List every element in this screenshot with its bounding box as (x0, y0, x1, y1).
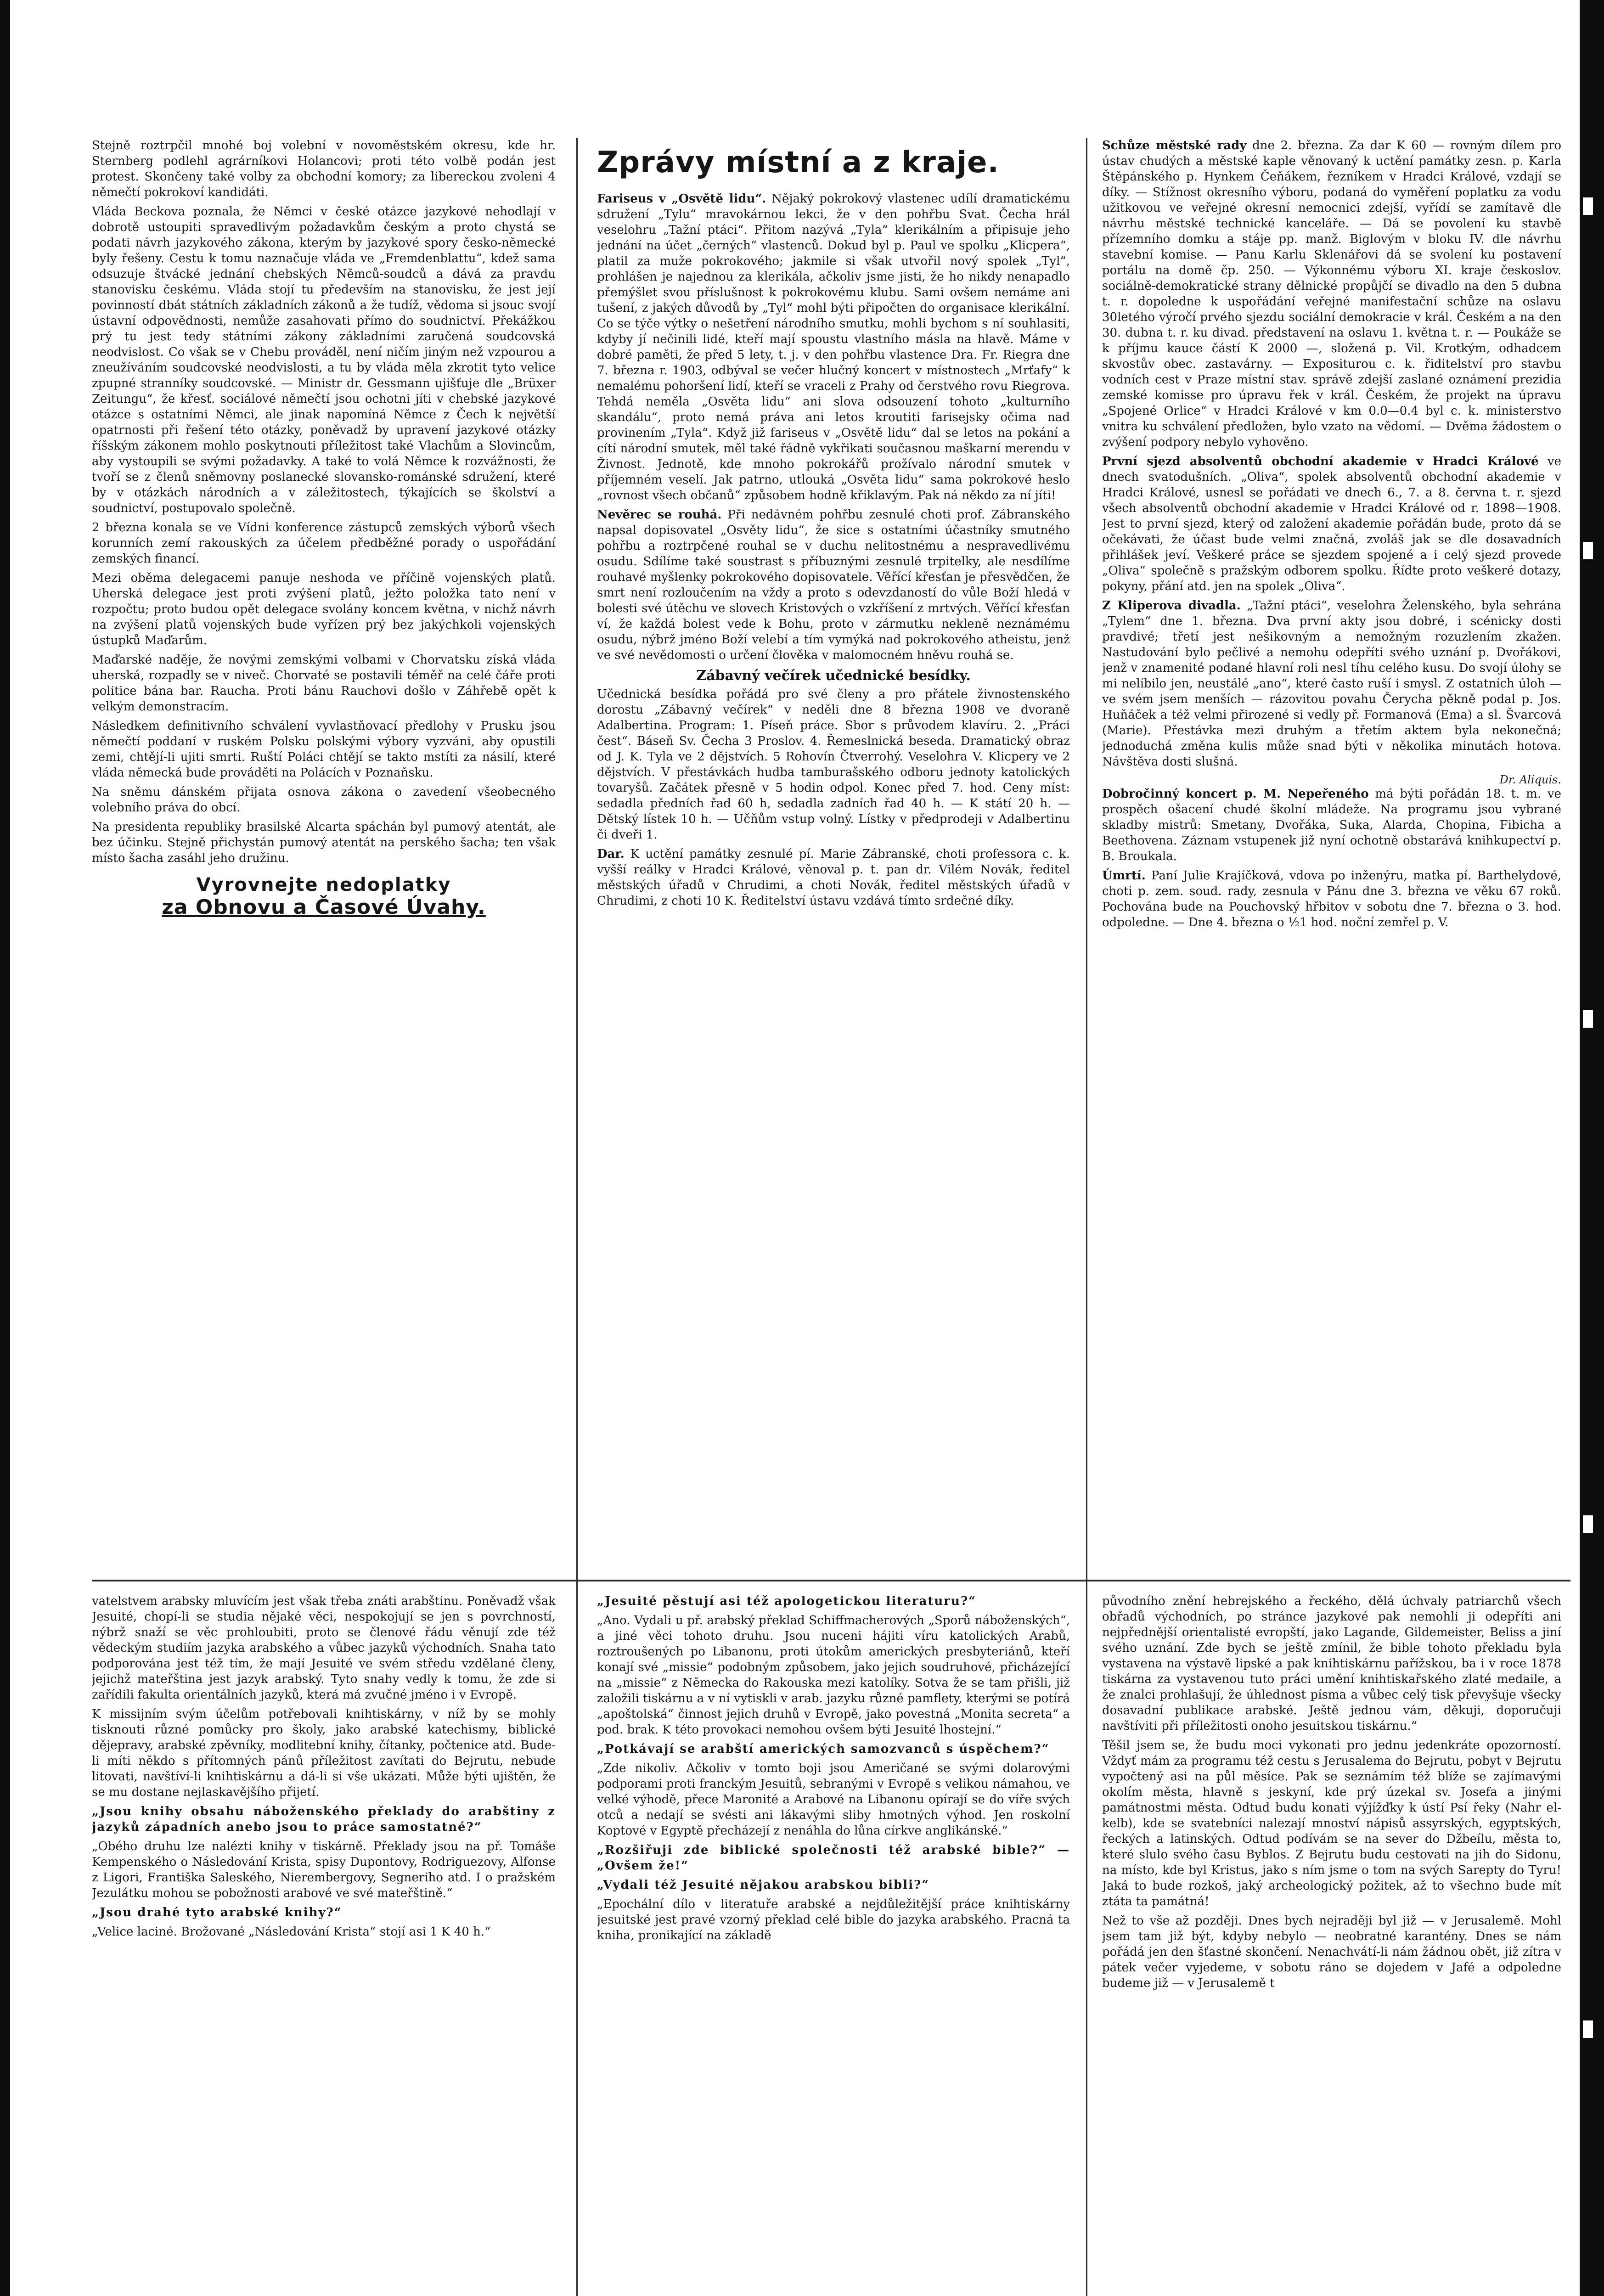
news-item (597, 846, 1070, 909)
feuilleton-paragraph: původního znění hebrejského a řeckého, dělá úchvaly patriarchů všech obřadů východních, po stránce jazykové pak nemohli ji odepříti ani nejpřednější orientalisté evropští, jako Lagande, Gildemeister, Beliss a jiní svého uznání. Zde bych se ještě zmínil, že bible tohoto překladu byla vystavena na výstavě lipské a pak knihtiskárnu pařížskou, ba i v roce 1878 tiskárna za vystavenou tuto práci umění knihtiskařského zlaté medaile, a že znalci prohlašují, že úhlednost písma a vůbec celý tisk převyšuje všecky dosavadní publikace arabské. Ještě jednou vám, děkuji, doporučuji navštíviti při příležitosti onoho jesuitskou tiskárnu.“ (1102, 1594, 1561, 1733)
politics-paragraph: Vláda Beckova poznala, že Němci v české otázce jazykové nehodlají v dobrotě ustoupiti spravedlivým požadavkům českým a proto chystá se podati návrh jazykového zákona, kterým by jazykové spory česko-německé byly řešeny. Cestu k tomu naznačuje vláda ve „Fremdenblattu“, kdež sama odsuzuje štvácké jednání chebských Němců-soudců a dává za pravdu stanovisku českému. Vláda stojí tu především na stanovisku, že jest její povinností dbát státních základních zákonů a že tudíž, vědoma si jsouc svojí ústavní odpovědnosti, nemůže zasahovati přímo do soudnictví. Překážkou prý tu jest tedy státními zákony základními zaručená soudcovská neodvislost. Co však se v Chebu prováděl, není ničím jiným než vzpourou a zneužíváním soudcovské neodvislosti, a tu by vláda měla zkrotit tyto velice zpupné stranníky soudcovské. — Ministr dr. Gessmann ujišťuje dle „Brüxer Zeitungu“, že křesť. sociálové němečtí jsou ochotni jíti v chebské jazykové otázce s ostatními Němci, ale jinak napomíná Němce z Čech k největší opatrnosti při řešení této otázky, poněvadž by upravení jazykové otázky říšským zákonem mohlo poskytnouti příležitost také Vlachům a Slovincům, aby vystoupili se svými požadavky. A také to volá Němce k rozvážnosti, že tvoří se z členů sněmovny poslanecké slovansko-románské sdružení, které by v otázkách národních a v záležitostech, týkajících se školství a soudnictví, postupovalo společně. (92, 205, 556, 515)
feuilleton-paragraph: „Jesuité pěstují asi též apologetickou literaturu?“ (597, 1594, 977, 1608)
news-heading: Schůze městské rady (1102, 139, 1247, 152)
feuilleton-paragraph: „Ano. Vydali u př. arabský překlad Schiffmacherových „Sporů náboženských“, a jiné věci tohoto druhu. Jsou nuceni hájiti víru katolických Arabů, roztroušených po Libanonu, proti útokům amerických presbyteriánů, kteří konají své „missie“ podobným způsobem, jako jejich soudruhové, přicházející na „missie“ z Německa do Rakouska mezi katolíky. Sotva že se tam přišli, již založili tiskárnu a v ní vytiskli v arab. jazyku různé pamflety, kterými se potírá „apoštolská“ činnost jejich druhů v Evropě, jako povestná „Monita secreta“ a pod. brak. K této provokaci nemohou ovšem býti Jesuité lhostejní.“ (597, 1614, 1070, 1737)
punch-hole (1583, 1515, 1593, 1533)
news-heading: Fariseus v „Osvětě lidu“. (597, 192, 766, 206)
punch-hole (1583, 2020, 1593, 2038)
feuilleton-paragraph: „Epochální dílo v literatuře arabské a nejdůležitější práce knihtiskárny jesuitské jest pravé vzorný překlad celé bible do jazyka arabského. Pracná ta kniha, pronikající na základě (597, 1897, 1070, 1942)
news-item (1102, 786, 1561, 864)
ad-line-2: za Obnovu a Časové Úvahy. (162, 895, 486, 919)
news-text: Při nedávném pohřbu zesnulé choti prof. Zábranského napsal dopisovatel „Osvěty lidu“, že sice s ostatními účastníky smutného pohřbu a roztrpčené rouhal se v duchu nelitostnému a nespravedlivému osudu. Sdílíme také soustrast s příbuznými zesnulé trpitelky, ale nesdílíme rouhavé myšlenky pokrokového dopisovatele. Věřící křesťan je přesvědčen, že smrt není rozloučením na vždy a proto s odevzdaností do vůle Boží hledá v bolesti své útěchu ve slovech Kristových o vzkříšení z mrtvých. Věřící křesťan ví, že každá bolest vede k Bohu, proto v zármutku nekleně neznámému osudu, nýbrž jméno Boží velebí a tím vymýká nad pokrokového atheistu, jenž ve své nevědomosti o určení člověka v malomocném hněvu rouhá se. (597, 508, 1070, 662)
feuilleton-paragraph: „Potkávají se arabští amerických samozvanců s úspěchem?“ (597, 1742, 1050, 1756)
politics-paragraph: Následkem definitivního schválení vyvlastňovací předlohy v Prusku jsou němečtí poddaní v ruském Polsku polskými výbory vyzváni, aby opustili zemi, chtějí-li ujiti smrti. Ruští Poláci chtějí se takto mstíti za násilí, které vláda německá bude prováděti na Polácích v Poznaňsku. (92, 719, 556, 780)
feuilleton-paragraph: „Vydali též Jesuité nějakou arabskou bibli?“ (597, 1878, 930, 1892)
politics-paragraph: Na sněmu dánském přijata osnova zákona o zavedení všeobecného volebního práva do obcí. (92, 785, 556, 815)
news-heading: Úmrtí. (1102, 869, 1146, 883)
news-text: dne 2. března. Za dar K 60 — rovným dílem pro ústav chudých a městské kaple věnovaný k uctění památky zesn. p. Karla Štěpánského p. Hynkem Čeňákem, řezníkem v Hradci Králové, vzdají se díky. — Stížnost okresního výboru, podaná do vyměření poplatku za vodu užitkovou ve veřejné okresní nemocnici zdejší, vyřídí se zamítavě dle návrhu městské technické kanceláře. — Dá se povolení ku stavbě přízemního domku a stáje pp. manž. Biglovým v bloku IV. dle návrhu stavební komise. — Panu Karlu Sklenářovi dá se svolení ku postavení portálu na domě čp. 250. — Výkonnému výboru XI. kraje českoslov. sociálně-demokratické strany dělnické propůjčí se divadlo na den 5 dubna t. r. dopoledne k uspořádání veřejné manifestační schůze na oslavu 30letého výročí prvého sjezdu sociální demokracie v král. Českém a na den 30. dubna t. r. ku divad. představení na oslavu 1. května t. r. — Poukáže se k příjmu kauce částí K 2000 —, složená p. Vil. Krotkým, odhadcem skvostův obec. zastavárny. — Expositurou c. k. řiditelství pro stavbu vodních cest v Praze místní stav. správě zdejší zaslané oznámení prezidia zemské komisse pro úpravu řek v král. Českém, že projekt na úpravu „Spojené Orlice“ v Hradci Králové v km 0.0—0.4 byl c. k. ministerstvo vnitra ku schválení předložen, bylo vzato na vědomí. — Dvěma žádostem o zvýšení podpory nebylo vyhověno. (1102, 139, 1561, 449)
newspaper-page (92, 138, 1570, 2296)
news-item (1102, 868, 1561, 930)
politics-paragraph: Na presidenta republiky brasilské Alcarta spáchán byl pumový atentát, ale bez účinku. Stejně přichystán pumový atentát na perského šacha; ten však místo šacha zasáhl jeho družinu. (92, 820, 556, 865)
news-text: K uctění památky zesnulé pí. Marie Zábranské, choti professora c. k. vyšší reálky v Hradci Králové, věnoval p. t. pan dr. Vilém Novák, ředitel městských úřadů v Chrudimi, a choti Novák, ředitel městských úřadů v Chrudimi, z choti 10 K. Ředitelství ústavu vzdává tímto srdečné díky. (597, 847, 1070, 908)
feuilleton-paragraph: „Jsou knihy obsahu náboženského překlady do arabštiny z jazyků západních anebo jsou to práce samostatné?“ (92, 1805, 556, 1834)
section-title: Zprávy místní a z kraje. (597, 146, 999, 180)
feuilleton-paragraph: „Rozšiřuji zde biblické společnosti též arabské bible?“ — „Ovšem že!“ (597, 1843, 1070, 1873)
news-item (1102, 598, 1561, 770)
news-heading: První sjezd absolventů obchodní akademie v Hradci Králové (1102, 455, 1539, 468)
signature: Dr. Aliquis. (1499, 773, 1561, 786)
politics-paragraph: Maďarské naděje, že novými zemskými volbami v Chorvatsku získá vláda uherská, rozpadly se v niveč. Chorvaté se postavili téměř na celé čáře proti politice bána bar. Raucha. Proti bánu Rauchovi došlo v Záhřebě opět k velkým demonstracím. (92, 653, 556, 714)
feuilleton-middle (597, 1593, 1070, 2296)
news-heading: Dobročinný koncert p. M. Nepeřeného (1102, 787, 1369, 801)
feuilleton-paragraph: Než to vše až později. Dnes bych nejraději byl již — v Jerusalemě. Mohl jsem tam již být, kdyby nebylo — neobratné karantény. Dnes se nám pořádá jen den šťastné skončení. Nenachvátí-li nám žádnou obět, již zítra v pátek večer vyjedeme, v sobotu ráno se dojedem v Jafé a odpoledne budeme již — v Jerusalemě t (1102, 1914, 1561, 1990)
scan-left-border (0, 0, 10, 2296)
local-news-column (597, 138, 1070, 1570)
punch-hole (1583, 197, 1593, 215)
news-item (597, 507, 1070, 663)
subscription-ad (92, 874, 556, 919)
feuilleton-paragraph: „Velice laciné. Brožované „Následování Krista“ stojí asi 1 K 40 h.“ (92, 1925, 491, 1939)
feuilleton-rule (92, 1580, 1570, 1581)
news-heading: Nevěrec se rouhá. (597, 508, 722, 522)
feuilleton-paragraph: „Jsou drahé tyto arabské knihy?“ (92, 1906, 342, 1919)
news-text: Učednická besídka pořádá pro své členy a pro přátele živnostenského dorostu „Zábavný večírek“ v neděli dne 8 března 1908 ve dvoraně Adalbertina. Program: 1. Píseň práce. Sbor s průvodem klavíru. 2. „Práci čest“. Báseň Sv. Čecha 3 Proslov. 4. Řemeslnická beseda. Dramatický obraz od J. K. Tyla ve 2 dějstvích. 5 Rohovín Čtverrohý. Veselohra V. Klicpery ve 2 dějstvích. V přestávkách hudba tamburašského odboru jednoty katolických tovaryšů. Začátek přesně v 5 hodin odpol. Konec před 7. hod. Ceny míst: sedadla předních řad 60 h, sedadla zadních řad 40 h. — K státí 20 h. — Dětský lístek 10 h. — Učňům vstup volný. Lístky v předprodeji v Adalbertinu či dveři 1. (597, 687, 1070, 842)
feuilleton-right (1102, 1593, 1561, 2296)
punch-hole (1583, 542, 1593, 559)
feuilleton-paragraph: „Obého druhu lze nalézti knihy v tiskárně. Překlady jsou na př. Tomáše Kempenského o Následování Krista, spisy Dupontovy, Rodriguezovy, Alfonse z Ligori, Františka Saleského, Nierembergovy, Segneriho atd. I o pražském Jezulátku mohou se pobožnosti arabové ve své mateřštině.“ (92, 1840, 556, 1900)
feuilleton-left (92, 1593, 556, 2296)
column-divider (576, 138, 578, 2296)
politics-paragraph: 2 března konala se ve Vídni konference zástupců zemských výborů všech korunních zemí rakouských za účelem předběžné porady o uspořádání zemských financí. (92, 521, 556, 566)
news-text: Paní Julie Krajíčková, vdova po inženýru, matka pí. Barthelydové, choti p. zem. soud. rady, zesnula v Pánu dne 3. března ve věku 67 roků. Pochována bude na Pouchovský hřbitov v sobotu dne 7. března o 3. hod. odpoledne. — Dne 4. března o ½1 hod. noční zemřel p. V. (1102, 869, 1561, 929)
feuilleton-paragraph: Těšil jsem se, že budu moci vykonati pro jednu jedenkráte opozorností. Vždyť mám za programu též cestu s Jerusalema do Bejrutu, pobyt v Bejrutu vypočtený asi na půl měsíce. Pak se seznámím též blíže se zajímavými okolím města, hlavně s jeskyní, kde prý úzekal sv. Josefa a jinými památnostmi města. Odtud budu konati výjížďky k ústí Psí řeky (Nahr el-kelb), kde se svatebníci nalezají mnoství nápisů assyrských, egyptských, řeckých a latinských. Odtud podívám se na sever do Džbeílu, města to, které slulo svého času Byblos. Z Bejrutu budu cestovati na jih do Sidonu, na místo, kde byl Kristus, jako s ním jsme o tom na svých Sarepty do Tyru! Jaká to bude rozkoš, jaký archeologický požitek, až to všechno bude mít ztáta ta památná! (1102, 1739, 1561, 1908)
feuilleton-paragraph: „Zde nikoliv. Ačkoliv v tomto boji jsou Američané se svými dolarovými podporami proti franckým Jesuitů, sebranými v Evropě s velikou námahou, ve velké výhodě, přece Maronité a Arabové na Libanonu opírají se do víře svých otců a nedají se svésti ani lákavými sliby hmotných výhod. Jen roskolní Koptové v Egyptě přecházejí z nenáhla do lůna církve anglikánské.“ (597, 1761, 1070, 1838)
feuilleton-paragraph: K missijním svým účelům potřebovali knihtiskárny, v níž by se mohly tisknouti různé pomůcky pro školy, jako arabské katechismy, biblické dějepravy, arabské zpěvníky, modlitební knihy, čítanky, počtenice atd. Bude-li míti někdo s přítomných pánů příležitost zavítati do Bejrutu, nebude litovati, navštíví-li knihtiskárnu a dá-li si vše ukázati. Může býti ujištěn, že se mu dostane nejlaskavějšího přijetí. (92, 1707, 556, 1799)
politics-paragraph: Mezi oběma delegacemi panuje neshoda ve příčině vojenských platů. Uherská delegace jest proti zvýšení platů, ježto položka tato není v rozpočtu; proto budou opět delegace svolány koncem května, v nichž návrh na zvýšení platů vojenských bude vyřízen prý bez jakýchkoli vojenských ústupků Maďarům. (92, 571, 556, 647)
news-item (1102, 138, 1561, 450)
politics-column (92, 138, 556, 1570)
news-text: „Tažní ptáci“, veselohra Želenského, byla sehrána „Tylem“ dne 1. března. Dva první akty jsou dobré, i scénicky dosti pravdivé; třetí jest nešikovným a nemožným rozuzlením zkažen. Nastudování bylo pečlivé a nemohu odepříti svého uznání p. Dvořákovi, jenž v znamenité podané hlavní roli nesl tíhu celého kusu. Do svojí úlohy se mi nelíbilo jen, neustálé „ano“, které často ruší i smysl. Z ostatních úloh — ve svém jsem menších — rázovitou povahu Čerycha pěkně podal p. Jos. Huňáček a též velmi přirozené si vedly př. Formanová (Ema) a sl. Švarcová (Marie). Přestávka mezi druhým a třetím aktem byla nekonečná; jednoduchá změna kulis může snad býti v několika minutách hotova. Návštěva dosti slušná. (1102, 599, 1561, 769)
punch-hole (1583, 1010, 1593, 1028)
news-text: má býti pořádán 18. t. m. ve prospěch ošacení chudé školní mládeže. Na programu jsou vybrané skladby mistrů: Smetany, Dvořáka, Suka, Alarda, Chopina, Fibicha a Beethovena. Záznam vstupenek již nyní ochotně obstarává knihkupectví p. B. Broukala. (1102, 787, 1561, 863)
news-heading: Z Kliperova divadla. (1102, 599, 1241, 613)
news-text: ve dnech svatodušních. „Oliva“, spolek absolventů obchodní akademie v Hradci Králové, usnesl se pořádati ve dnech 6., 7. a 8. června t. r. sjezd všech absolventů obchodní akademie v Hradci Králové od r. 1898—1908. Jest to první sjezd, který od založení akademie pořádán bude, proto dá se očekávati, že účast bude velmi značná, zvoláš jak se dle dosavadních přihlášek jeví. Veškeré práce se sjezdem spojené a i celý sjezd provede „Oliva“ společně s pražským odborem spolku. Řídte proto veškeré dotazy, pokyny, přání atd. jen na spolek „Oliva“. (1102, 455, 1561, 593)
news-subheading: Zábavný večírek učednické besídky. (696, 668, 971, 684)
news-item (597, 191, 1070, 503)
ad-line-1: Vyrovnejte nedoplatky (196, 874, 451, 895)
politics-paragraph: Stejně roztrpčil mnohé boj volební v novoměstském okresu, kde hr. Sternberg podlehl agrárníkovi Holancovi; proti této volbě podán jest protest. Skončeny také volby za obchodní komory; za libereckou zvoleni 4 němečtí pokrokoví kandidáti. (92, 139, 556, 199)
news-heading: Dar. (597, 847, 625, 861)
scan-right-border (1580, 0, 1604, 2296)
feuilleton-paragraph: vatelstvem arabsky mluvícím jest však třeba znáti arabštinu. Poněvadž však Jesuité, chopí-li se studia nějaké věci, nespokojují se jen s povrchností, nýbrž snaží se věc prohloubiti, proto se členové řádu věnují zde též vědeckým studiím jazyka arabského a vůbec jazyků východních. Snaha tato podporována jest též tím, že mají Jesuité ve svém středu vzdělané členy, jejichž mateřština jest jazyk arabský. Tyto snahy vedly k tomu, že zde si zařídili fakulta orientálních jazyků, která má zvučné jméno i v Evropě. (92, 1594, 556, 1702)
news-text: Nějaký pokrokový vlastenec udílí dramatickému sdružení „Tylu“ mravokárnou lekci, že v den pohřbu Svat. Čecha hrál veselohru „Tažní ptáci“. Přitom nazývá „Tyla“ klerikálním a připisuje jeho jednání na účet „černých“ vlastenců. Dokud byl p. Paul ve spolku „Klicpera“, platil za muže pokrokového; jakmile si však utvořil nový spolek „Tyl“, prohlášen je najednou za klerikála, ačkoliv jsme jisti, že ho nikdy nenapadlo přemýšlet svou příslušnost k pokrokovému klubu. Sami ovšem nemáme ani tušení, z jakých důvodů by „Tyl“ mohl býti připočten do organisace klerikální. Co se týče výtky o nešetření národního smutku, mohli bychom s ní souhlasiti, kdyby jí nečinili lidé, kteří mají spoustu vlastního másla na hlavě. Máme v dobré paměti, že před 5 lety, t. j. v den pohřbu vlastence Dra. Fr. Riegra dne 7. března r. 1903, odbýval se večer hlučný koncert v místnostech „Mrťafy“ k nemalému pohoršení lidí, kteří se vraceli z Prahy od čerstvého rovu Riegrova. Tehdá neměla „Osvěta lidu“ ani slova odsouzení tohoto „kulturního skandálu“, proto nemá práva ani letos kroutiti farisejsky očima nad provinením „Tyla“. Když již fariseus v „Osvětě lidu“ dal se letos na pokání a cítí národní smutek, měl také řádně vykřikati současnou maškarní merendu v Živnost. Jednotě, kde mnoho pokrokářů prožívalo národní smutek v příjemném veselí. Jak patrno, utlouká „Osvěta lidu“ sama pokrokové heslo „rovnost všech občanů“ způsobem hodně křiklavým. Pak ná někdo za ní jíti! (597, 192, 1070, 502)
news-item (1102, 454, 1561, 594)
town-news-column (1102, 138, 1561, 1570)
column-divider (1086, 138, 1087, 2296)
